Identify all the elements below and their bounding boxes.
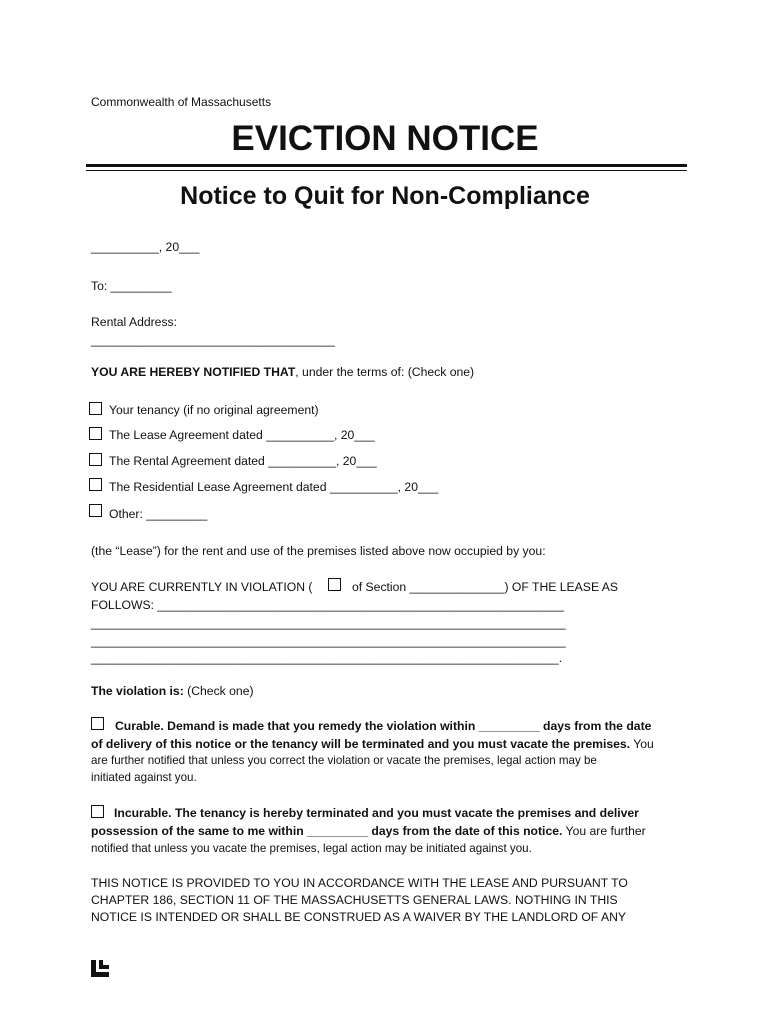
notified-rest: , under the terms of: (Check one) bbox=[295, 365, 475, 379]
curable-line-2-rest: You bbox=[630, 737, 654, 751]
curable-checkbox[interactable] bbox=[91, 717, 104, 730]
notified-lead: YOU ARE HEREBY NOTIFIED THAT bbox=[91, 365, 296, 379]
violation-blank-line[interactable]: ______________________________________________________________________ bbox=[91, 616, 566, 630]
rental-address-label: Rental Address: bbox=[91, 315, 178, 329]
tenancy-option-label: Your tenancy (if no original agreement) bbox=[109, 403, 319, 417]
curable-line-2 bbox=[91, 737, 654, 751]
legal-notice-line-1: THIS NOTICE IS PROVIDED TO YOU IN ACCORDANCE WITH THE LEASE AND PURSUANT TO bbox=[91, 876, 628, 890]
violation-checkbox[interactable] bbox=[328, 578, 341, 591]
incurable-checkbox[interactable] bbox=[91, 805, 104, 818]
state-label: Commonwealth of Massachusetts bbox=[91, 95, 272, 109]
violation-line-1a: YOU ARE CURRENTLY IN VIOLATION ( bbox=[91, 580, 313, 594]
violation-follows-line[interactable]: FOLLOWS: ____________________________________________________________ bbox=[91, 598, 565, 612]
tenancy-option-checkbox[interactable] bbox=[89, 402, 102, 415]
curable-line-2-bold: of delivery of this notice or the tenancy will be terminated and you must vacate the premises. bbox=[91, 737, 631, 751]
to-field[interactable]: To: _________ bbox=[91, 279, 172, 293]
violation-blank-line[interactable]: _____________________________________________________________________. bbox=[91, 651, 563, 665]
residential-lease-label: The Residential Lease Agreement dated __________, 20___ bbox=[109, 480, 439, 494]
rental-address-field[interactable]: ____________________________________ bbox=[91, 333, 336, 347]
violation-is-rest: (Check one) bbox=[183, 684, 254, 698]
curable-line-1: Curable. Demand is made that you remedy the violation within _________ days from the date bbox=[115, 719, 652, 733]
rental-agreement-checkbox[interactable] bbox=[89, 453, 102, 466]
violation-is-bold: The violation is: bbox=[91, 684, 184, 698]
date-field[interactable]: __________, 20___ bbox=[91, 240, 200, 254]
violation-blank-line[interactable]: ______________________________________________________________________ bbox=[91, 634, 566, 648]
incurable-line-2 bbox=[91, 824, 646, 838]
lease-agreement-label: The Lease Agreement dated __________, 20___ bbox=[109, 428, 375, 442]
document-logo-icon bbox=[91, 960, 109, 977]
curable-line-3: are further notified that unless you correct the violation or vacate the premises, legal action may be bbox=[91, 754, 597, 767]
other-option-label: Other: _________ bbox=[109, 507, 208, 521]
title-rule-thin bbox=[86, 170, 687, 171]
rental-agreement-label: The Rental Agreement dated __________, 20___ bbox=[109, 454, 377, 468]
curable-line-4: initiated against you. bbox=[91, 771, 197, 784]
lease-sentence: (the “Lease”) for the rent and use of the premises listed above now occupied by you: bbox=[91, 544, 546, 558]
legal-notice-line-3: NOTICE IS INTENDED OR SHALL BE CONSTRUED AS A WAIVER BY THE LANDLORD OF ANY bbox=[91, 910, 627, 924]
lease-agreement-checkbox[interactable] bbox=[89, 427, 102, 440]
legal-notice-line-2: CHAPTER 186, SECTION 11 OF THE MASSACHUSETTS GENERAL LAWS. NOTHING IN THIS bbox=[91, 893, 618, 907]
residential-lease-checkbox[interactable] bbox=[89, 478, 102, 491]
incurable-line-3: notified that unless you vacate the premises, legal action may be initiated against you. bbox=[91, 842, 532, 855]
incurable-line-2-bold: possession of the same to me within _________ days from the date of this notice. bbox=[91, 824, 563, 838]
notified-sentence bbox=[91, 365, 474, 379]
page-subtitle: Notice to Quit for Non-Compliance bbox=[180, 182, 590, 210]
page-title: EVICTION NOTICE bbox=[231, 119, 539, 158]
violation-line-1b: of Section ______________) OF THE LEASE AS bbox=[352, 580, 619, 594]
incurable-line-2-rest: You are further bbox=[562, 824, 646, 838]
title-rule-thick bbox=[86, 164, 687, 167]
violation-is-heading bbox=[91, 684, 254, 698]
other-option-checkbox[interactable] bbox=[89, 504, 102, 517]
incurable-line-1: Incurable. The tenancy is hereby terminated and you must vacate the premises and deliver bbox=[114, 806, 639, 820]
